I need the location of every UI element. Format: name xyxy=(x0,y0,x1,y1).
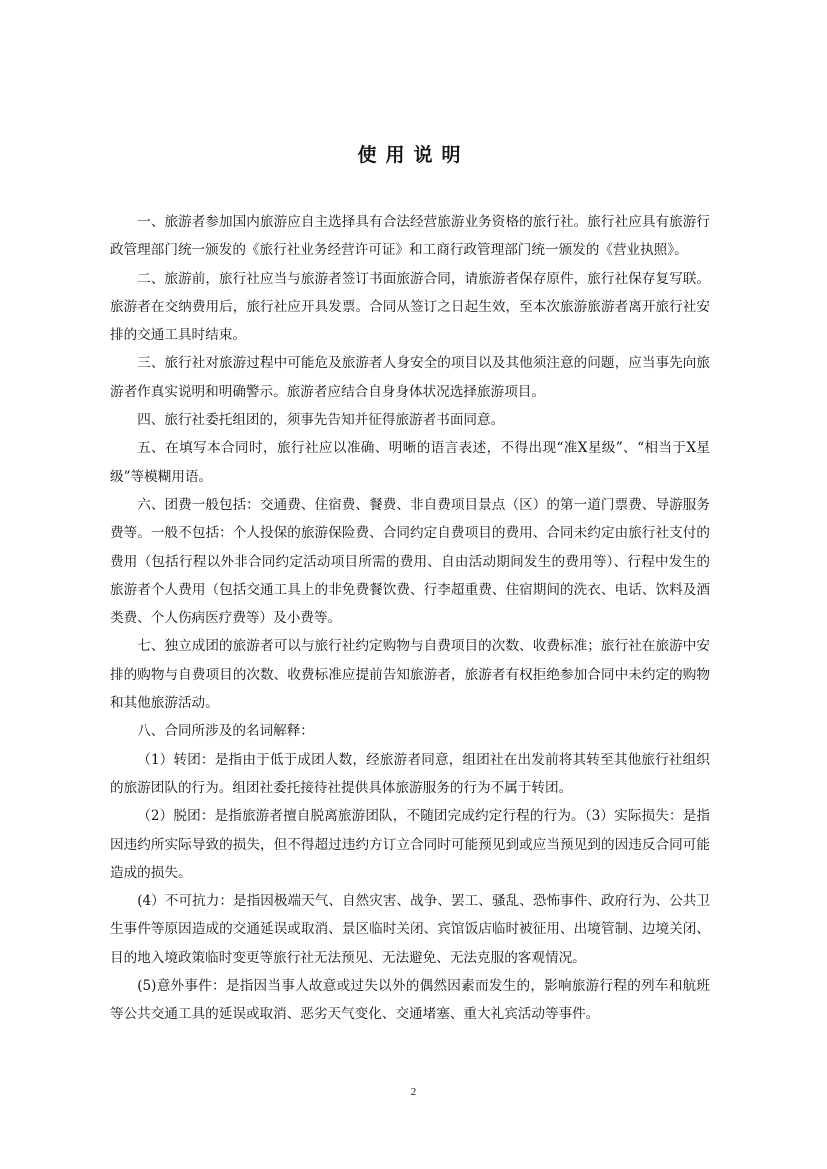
paragraph-1: 一、旅游者参加国内旅游应自主选择具有合法经营旅游业务资格的旅行社。旅行社应具有旅游行政管理部门统一颁发的《旅行社业务经营许可证》和工商行政管理部门统一颁发的《营业执照》。 xyxy=(110,214,710,259)
paragraph-8: 八、合同所涉及的名词解释： xyxy=(137,723,314,740)
paragraph-6: 六、团费一般包括：交通费、住宿费、餐费、非自费项目景点（区）的第一道门票费、导游服务费等。一般不包括：个人投保的旅游保险费、合同约定自费项目的费用、合同未约定由旅行社支付的费用（包括行程以外非合同约定活动项目所需的费用、自由活动期间发生的费用等）、行程中发生的旅游者个人费用（包括交通工具上的非免费餐饮费、行李超重费、住宿期间的洗衣、电话、饮料及酒类费、个人伤病医疗费等）及小费等。 xyxy=(110,496,710,627)
paragraph-2: 二、旅游前，旅行社应当与旅游者签订书面旅游合同，请旅游者保存原件，旅行社保存复写联。旅游者在交纳费用后，旅行社应开具发票。合同从签订之日起生效，至本次旅游旅游者离开旅行社安排的交通工具时结束。 xyxy=(110,270,710,344)
paragraph-7: 七、独立成团的旅游者可以与旅行社约定购物与自费项目的次数、收费标准；旅行社在旅游中安排的购物与自费项目的次数、收费标准应提前告知旅游者，旅游者有权拒绝参加合同中未约定的购物和其他旅游活动。 xyxy=(110,638,710,712)
document-body xyxy=(110,208,710,1029)
definition-transfer: （1）转团：是指由于低于成团人数，经旅游者同意，组团社在出发前将其转至其他旅行社组织的旅游团队的行为。组团社委托接待社提供具体旅游服务的行为不属于转团。 xyxy=(110,751,710,796)
paragraph-4: 四、旅行社委托组团的，须事先告知并征得旅游者书面同意。 xyxy=(137,412,505,429)
page-number: 2 xyxy=(410,1086,417,1098)
paragraph-5: 五、在填写本合同时，旅行社应以准确、明晰的语言表述，不得出现“准X星级”、“相当于X星级”等模糊用语。 xyxy=(110,440,710,485)
document-title: 使用说明 xyxy=(357,144,470,166)
paragraph-3: 三、旅行社对旅游过程中可能危及旅游者人身安全的项目以及其他须注意的问题，应当事先向旅游者作真实说明和明确警示。旅游者应结合自身身体状况选择旅游项目。 xyxy=(110,355,710,400)
definition-accident: (5)意外事件：是指因当事人故意或过失以外的偶然因素而发生的，影响旅游行程的列车和航班等公共交通工具的延误或取消、恶劣天气变化、交通堵塞、重大礼宾活动等事件。 xyxy=(110,978,710,1023)
definition-leaving-group: （2）脱团：是指旅游者擅自脱离旅游团队，不随团完成约定行程的行为。（3）实际损失：是指因违约所实际导致的损失，但不得超过违约方订立合同时可能预见到或应当预见到的因违反合同可能造成的损失。 xyxy=(110,808,710,881)
definition-force-majeure: (4）不可抗力：是指因极端天气、自然灾害、战争、罢工、骚乱、恐怖事件、政府行为、公共卫生事件等原因造成的交通延误或取消、景区临时关闭、宾馆饭店临时被征用、出境管制、边境关闭、目的地入境政策临时变更等旅行社无法预见、无法避免、无法克服的客观情况。 xyxy=(110,893,710,966)
